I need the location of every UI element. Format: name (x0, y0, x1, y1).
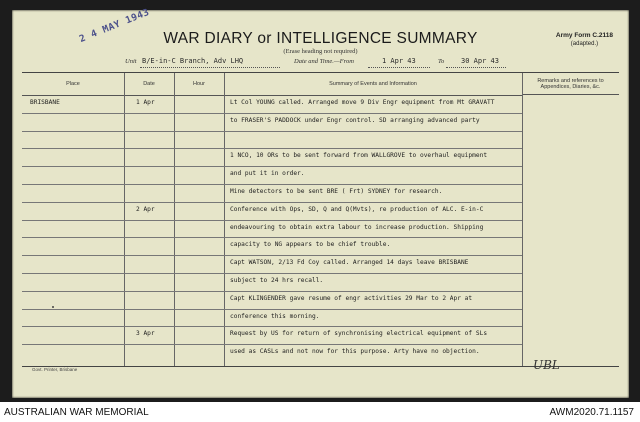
row-rule (22, 131, 522, 132)
row-summary: Capt KLINGENDER gave resume of engr activities 29 Mar to 2 Apr at (230, 294, 473, 302)
form-title: WAR DIARY or INTELLIGENCE SUMMARY (163, 30, 478, 47)
row-rule (22, 326, 522, 327)
col-header-summary: Summary of Events and Information (224, 73, 522, 96)
diary-sheet (12, 6, 629, 398)
archive-reference: AWM2020.71.1157 (549, 407, 634, 418)
row-rule (22, 202, 522, 203)
row-summary: capacity to NG appears to be chief trouble. (230, 241, 391, 249)
row-rule (22, 309, 522, 310)
row-rule (22, 148, 522, 149)
row-summary: Lt Col YOUNG called. Arranged move 9 Div Engr equipment from Mt GRAVATT (230, 99, 495, 106)
date-stamp: 2 4 MAY 1943 (77, 6, 152, 46)
row-rule (22, 273, 522, 274)
row-summary: conference this morning. (230, 312, 320, 320)
unit-value: B/E-in-C Branch, Adv LHQ (142, 57, 244, 65)
col-divider (522, 73, 523, 366)
row-rule (22, 237, 522, 238)
row-summary: Capt WATSON, 2/13 Fd Coy called. Arranged 14 days leave BRISBANE (230, 259, 469, 267)
row-summary: Conference with Ops, SD, Q and Q(Mvts), re production of ALC. E-in-C (230, 205, 484, 213)
row-summary: endeavouring to obtain extra labour to increase production. Shipping (230, 223, 484, 231)
row-rule (22, 344, 522, 345)
row-rule (22, 166, 522, 167)
row-summary: and put it in order. (230, 170, 305, 178)
row-summary: to FRASER'S PADDOCK under Engr control. SD arranging advanced party (230, 116, 480, 124)
army-form-number: Army Form C.2118 (555, 32, 613, 39)
row-summary: Request by US for return of synchronising electrical equipment of SLs (230, 330, 488, 338)
row-date: 1 Apr (136, 99, 155, 106)
row-rule (22, 220, 522, 221)
col-header-date: Date (124, 73, 174, 96)
date-to-underline (446, 67, 506, 68)
unit-label: Unit (125, 58, 137, 65)
diary-table (22, 72, 619, 367)
handwritten-initials: UBL (533, 358, 560, 372)
row-summary: used as CASLs and not now for this purpose. Arty have no objection. (230, 348, 480, 356)
row-summary: 1 NCO, 10 ORs to be sent forward from WALLGROVE to overhaul equipment (230, 152, 488, 160)
row-place: BRISBANE (30, 99, 60, 106)
row-summary: Mine detectors to be sent BRE ( Frt) SYDNEY for research. (230, 188, 443, 195)
form-subtitle: (Erase heading not required) (283, 48, 358, 55)
ink-dot (52, 306, 54, 308)
row-date: 2 Apr (136, 205, 155, 213)
archive-footer (0, 402, 640, 422)
date-from: 1 Apr 43 (382, 57, 416, 65)
row-rule (22, 184, 522, 185)
row-rule (22, 291, 522, 292)
row-rule (22, 113, 522, 114)
army-form-label (556, 32, 613, 48)
col-header-hour: Hour (174, 73, 224, 96)
date-label: Date and Time.—From (294, 58, 354, 65)
col-header-remarks: Remarks and references to Appendices, Diaries, &c. (522, 73, 619, 95)
row-rule (22, 255, 522, 256)
archive-name: AUSTRALIAN WAR MEMORIAL (4, 407, 149, 418)
adapted-label: (adapted.) (570, 41, 599, 47)
row-date: 3 Apr (136, 330, 155, 338)
col-header-place: Place (22, 73, 124, 96)
printer-imprint: Govt. Printer, Brisbane (32, 367, 78, 372)
row-summary: subject to 24 hrs recall. (230, 277, 324, 284)
date-from-underline (368, 67, 430, 68)
date-to: 30 Apr 43 (461, 57, 499, 65)
unit-underline (140, 67, 280, 68)
to-label: To (438, 58, 445, 65)
